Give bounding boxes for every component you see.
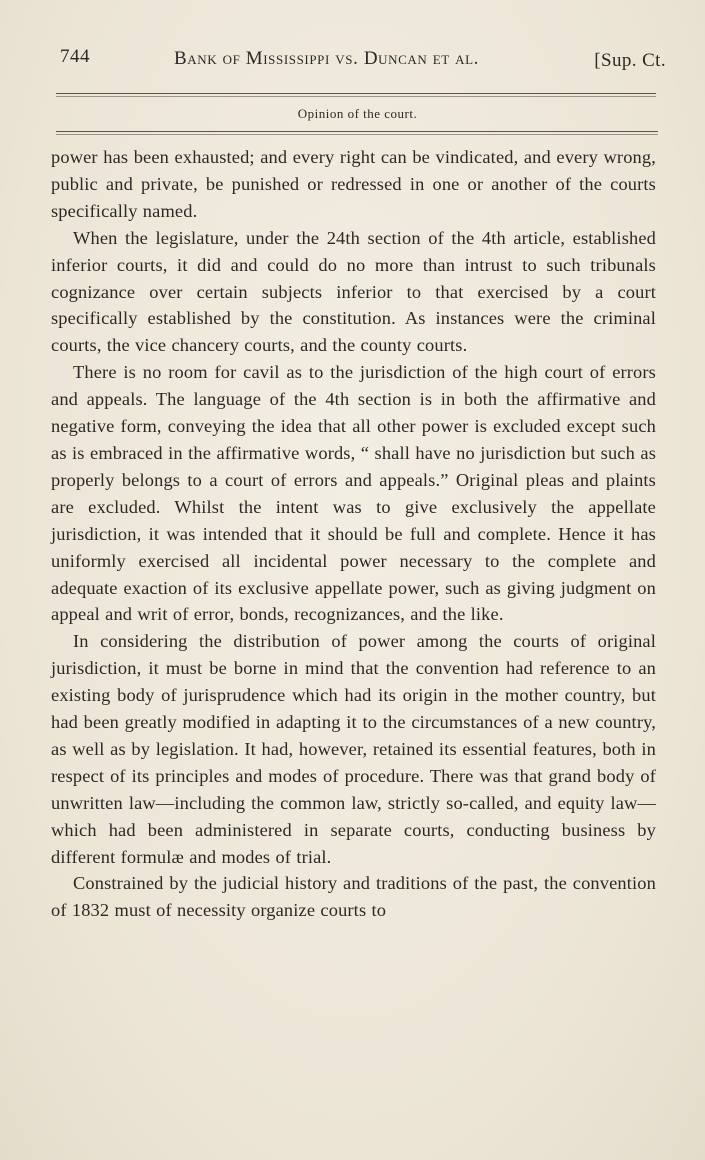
section-rule-secondary [56,134,658,135]
paragraph: In considering the distribution of power among the courts of original jurisdiction, it must be borne in mind that the convention had reference to an existing body of jurisprudence which had its origin in the mother country, but had been greatly modified in adapting it to the circumstances of a new country, as well as by legislation. It had, however, retained its essential features, both in respect of its principles and modes of procedure. There was that grand body of unwritten law—including the common law, strictly so-called, and equity law—which had been administered in separate courts, conducting business by different formulæ and modes of trial. [51,631,656,867]
court-tag: [Sup. Ct. [594,50,666,71]
page-header [56,46,666,80]
paragraph-continuation: power has been exhausted; and every right can be vindicated, and every wrong, public and private, be punished or redressed in one or another of the courts specifically named. [51,147,656,221]
running-title: Bank of Mississippi vs. Duncan et al. [174,48,480,69]
body-text [51,144,656,924]
page-number: 744 [60,46,90,67]
section-rule [56,131,658,132]
paragraph: There is no room for cavil as to the jurisdiction of the high court of errors and appeals. The language of the 4th section is in both the affirmative and negative form, conveying the idea that all other power is excluded except such as is embraced in the affirmative words, “ shall have no jurisdiction but such as properly belongs to a court of errors and appeals.” Original pleas and plaints are excluded. Whilst the intent was to give exclusively the appellate jurisdiction, it was intended that it should be full and complete. Hence it has uniformly exercised all incidental power necessary to the complete and adequate exaction of its exclusive appellate power, such as giving judgment on appeal and writ of error, bonds, recognizances, and the like. [51,362,656,625]
paragraph: When the legislature, under the 24th section of the 4th article, established inferior courts, it did and could do no more than intrust to such tribunals cognizance over certain subjects inferior to that exercised by a court specifically established by the constitution. As instances were the criminal courts, the vice chancery courts, and the county courts. [51,227,656,356]
header-rule [56,93,656,94]
header-rule-secondary [56,96,656,97]
paragraph: Constrained by the judicial history and traditions of the past, the convention of 1832 must of necessity organize courts to [51,873,656,921]
section-heading: Opinion of the court. [297,106,418,121]
